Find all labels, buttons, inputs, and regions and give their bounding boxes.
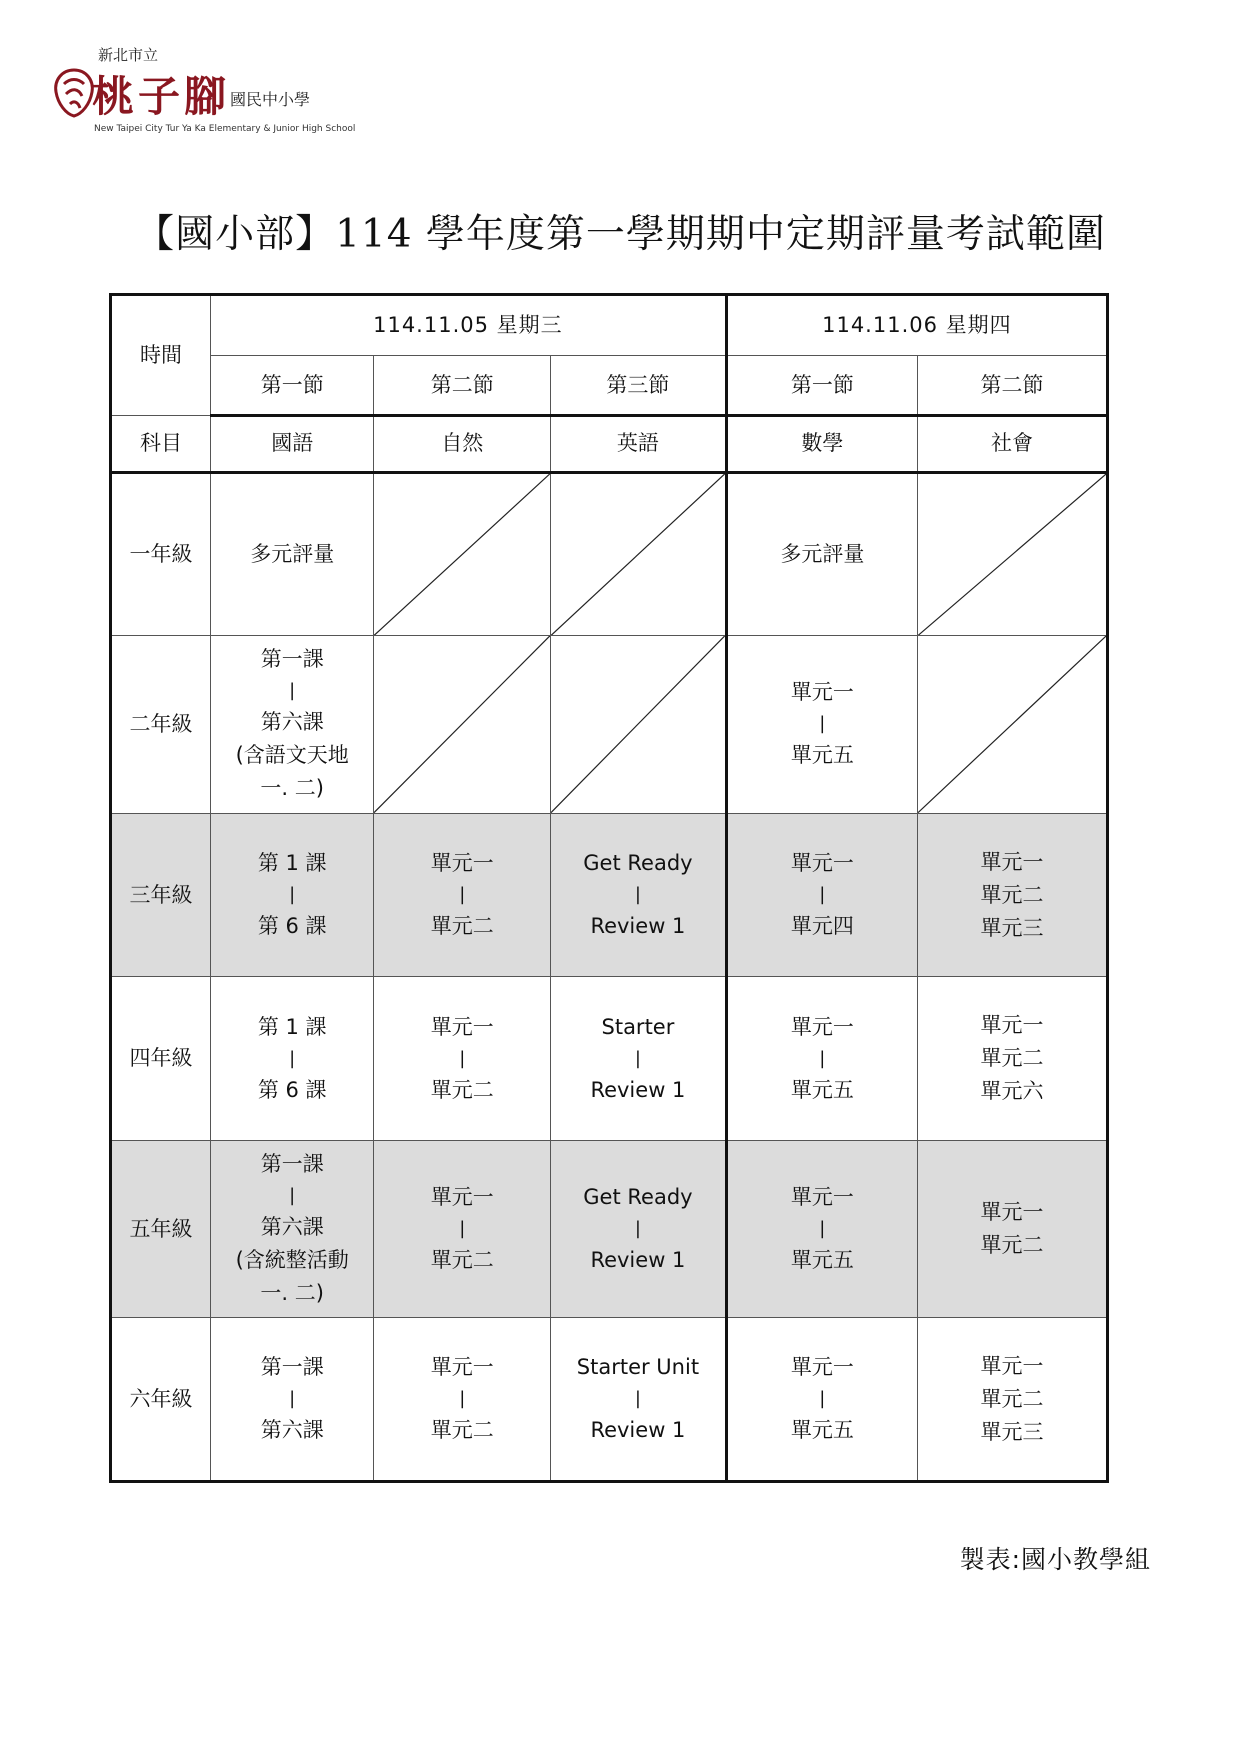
exam-scope-cell	[726, 472, 917, 635]
exam-scope-cell	[211, 1318, 374, 1482]
seal-icon	[52, 66, 96, 120]
exam-scope-cell	[726, 813, 917, 976]
period-header: 第二節	[917, 356, 1107, 416]
exam-scope-cell	[211, 977, 374, 1140]
exam-scope-cell	[374, 1318, 551, 1482]
exam-scope-cell	[211, 472, 374, 635]
subject-cell: 國語	[211, 415, 374, 472]
grade-row	[111, 813, 1108, 976]
scope-line: Review 1	[590, 1248, 686, 1273]
range-separator: |	[634, 1218, 641, 1240]
exam-scope-cell	[726, 1140, 917, 1318]
exam-scope-cell	[211, 636, 374, 814]
diagonal-slash	[551, 474, 725, 635]
scope-line: 單元二	[980, 882, 1044, 907]
grade-label: 二年級	[111, 636, 211, 814]
range-separator: |	[634, 1388, 641, 1410]
no-exam-cell	[917, 472, 1107, 635]
logo-english-name: New Taipei City Tur Ya Ka Elementary & Junior High School	[94, 124, 356, 134]
grade-label: 三年級	[111, 813, 211, 976]
scope-line: 第 6 課	[257, 1077, 327, 1102]
footer-credit: 製表:國小教學組	[959, 1545, 1151, 1574]
scope-line: 單元二	[980, 1046, 1044, 1070]
scope-line: 單元三	[980, 1419, 1044, 1444]
period-header: 第三節	[551, 356, 727, 416]
subject-cell: 社會	[917, 415, 1107, 472]
scope-line: 單元一	[430, 1014, 494, 1039]
scope-line: 單元一	[790, 680, 854, 705]
exam-scope-cell	[551, 977, 727, 1140]
scope-line: 單元五	[790, 1418, 854, 1443]
range-separator: |	[634, 1047, 641, 1069]
period-row	[111, 356, 1108, 416]
scope-line: 第一課	[260, 1355, 324, 1380]
exam-scope-cell	[726, 977, 917, 1140]
exam-scope-cell	[374, 977, 551, 1140]
exam-scope-cell	[726, 636, 917, 814]
grade-row	[111, 977, 1108, 1140]
grade-label: 五年級	[111, 1140, 211, 1318]
scope-line: 第 1 課	[257, 1014, 327, 1039]
scope-line: 多元評量	[250, 541, 335, 566]
day2-header: 114.11.06 星期四	[726, 295, 1107, 356]
exam-scope-cell	[551, 1140, 727, 1318]
exam-scope-cell	[551, 813, 727, 976]
scope-line: 第六課	[260, 710, 324, 735]
scope-line: 單元一	[790, 1185, 854, 1210]
time-header: 時間	[111, 295, 211, 416]
scope-line: Review 1	[590, 1077, 686, 1102]
exam-scope-cell	[374, 813, 551, 976]
scope-line: 單元一	[980, 1353, 1044, 1378]
diagonal-slash	[551, 636, 725, 813]
scope-line: 單元二	[430, 1248, 494, 1273]
scope-line: 多元評量	[780, 541, 865, 566]
diagonal-slash	[374, 636, 550, 813]
scope-line: 單元一	[790, 1355, 854, 1380]
range-separator: |	[289, 884, 296, 906]
no-exam-cell	[374, 472, 551, 635]
range-separator: |	[459, 1218, 466, 1240]
diagonal-slash	[918, 474, 1106, 635]
scope-line: 第六課	[260, 1215, 324, 1240]
subject-header: 科目	[111, 415, 211, 472]
logo-school-name: 桃子腳	[92, 72, 231, 121]
logo-school-type: 國民中小學	[230, 90, 311, 109]
logo-city-text: 新北市立	[98, 46, 159, 64]
scope-line: 第 1 課	[257, 851, 327, 876]
period-header: 第一節	[211, 356, 374, 416]
scope-line: 一. 二)	[260, 1281, 324, 1306]
grade-row	[111, 1140, 1108, 1318]
period-header: 第一節	[726, 356, 917, 416]
exam-scope-cell	[917, 813, 1107, 976]
exam-scope-cell	[211, 1140, 374, 1318]
no-exam-cell	[374, 636, 551, 814]
scope-line: 單元一	[430, 1185, 494, 1210]
grade-row	[111, 1318, 1108, 1482]
exam-scope-cell	[726, 1318, 917, 1482]
scope-line: Get Ready	[583, 851, 693, 876]
page-title: 【國小部】114 學年度第一學期期中定期評量考試範圍	[135, 212, 1106, 257]
range-separator: |	[819, 713, 826, 735]
scope-line: 單元五	[790, 1248, 854, 1273]
grade-label: 四年級	[111, 977, 211, 1140]
grade-label: 六年級	[111, 1318, 211, 1482]
scope-line: Get Ready	[583, 1185, 693, 1210]
day1-header: 114.11.05 星期三	[211, 295, 727, 356]
scope-line: 單元六	[980, 1079, 1044, 1103]
range-separator: |	[459, 884, 466, 906]
scope-line: Review 1	[590, 914, 686, 939]
range-separator: |	[819, 1047, 826, 1069]
range-separator: |	[819, 1218, 826, 1240]
scope-line: 單元四	[790, 914, 854, 939]
scope-line: 單元五	[790, 743, 854, 768]
range-separator: |	[289, 1185, 296, 1207]
scope-line: 單元三	[980, 915, 1044, 940]
subject-cell: 數學	[726, 415, 917, 472]
scope-line: (含語文天地	[235, 743, 349, 768]
grade-row	[111, 636, 1108, 814]
no-exam-cell	[551, 636, 727, 814]
subject-cell: 自然	[374, 415, 551, 472]
range-separator: |	[289, 1047, 296, 1069]
scope-line: 單元五	[790, 1077, 854, 1102]
scope-line: Review 1	[590, 1418, 686, 1443]
exam-scope-cell	[211, 813, 374, 976]
scope-line: 單元二	[980, 1233, 1044, 1258]
exam-scope-cell	[917, 977, 1107, 1140]
range-separator: |	[459, 1047, 466, 1069]
scope-line: 第一課	[260, 1152, 324, 1177]
scope-line: 單元一	[430, 1355, 494, 1380]
scope-line: 單元一	[790, 1014, 854, 1039]
range-separator: |	[634, 884, 641, 906]
range-separator: |	[819, 884, 826, 906]
exam-scope-cell	[917, 1140, 1107, 1318]
diagonal-slash	[918, 636, 1106, 813]
diagonal-slash	[374, 474, 550, 635]
scope-line: 一. 二)	[260, 776, 324, 801]
scope-line: 第一課	[260, 647, 324, 672]
subject-cell: 英語	[551, 415, 727, 472]
range-separator: |	[289, 1388, 296, 1410]
scope-line: 第 6 課	[257, 914, 327, 939]
grade-label: 一年級	[111, 472, 211, 635]
subject-row	[111, 415, 1108, 472]
exam-schedule-table	[109, 293, 1109, 1483]
period-header: 第二節	[374, 356, 551, 416]
no-exam-cell	[551, 472, 727, 635]
scope-line: 第六課	[260, 1418, 324, 1443]
no-exam-cell	[917, 636, 1107, 814]
scope-line: (含統整活動	[235, 1248, 349, 1273]
school-logo	[52, 42, 356, 142]
range-separator: |	[289, 680, 296, 702]
scope-line: 單元二	[430, 914, 494, 939]
range-separator: |	[459, 1388, 466, 1410]
scope-line: Starter Unit	[576, 1355, 700, 1380]
scope-line: Starter	[601, 1014, 675, 1039]
scope-line: 單元一	[980, 1013, 1044, 1037]
exam-scope-cell	[917, 1318, 1107, 1482]
scope-line: 單元一	[980, 849, 1044, 874]
range-separator: |	[819, 1388, 826, 1410]
scope-line: 單元一	[980, 1200, 1044, 1225]
scope-line: 單元二	[430, 1418, 494, 1443]
grade-row	[111, 472, 1108, 635]
scope-line: 單元一	[790, 851, 854, 876]
scope-line: 單元二	[980, 1386, 1044, 1411]
scope-line: 單元二	[430, 1077, 494, 1102]
exam-scope-cell	[551, 1318, 727, 1482]
scope-line: 單元一	[430, 851, 494, 876]
exam-scope-cell	[374, 1140, 551, 1318]
